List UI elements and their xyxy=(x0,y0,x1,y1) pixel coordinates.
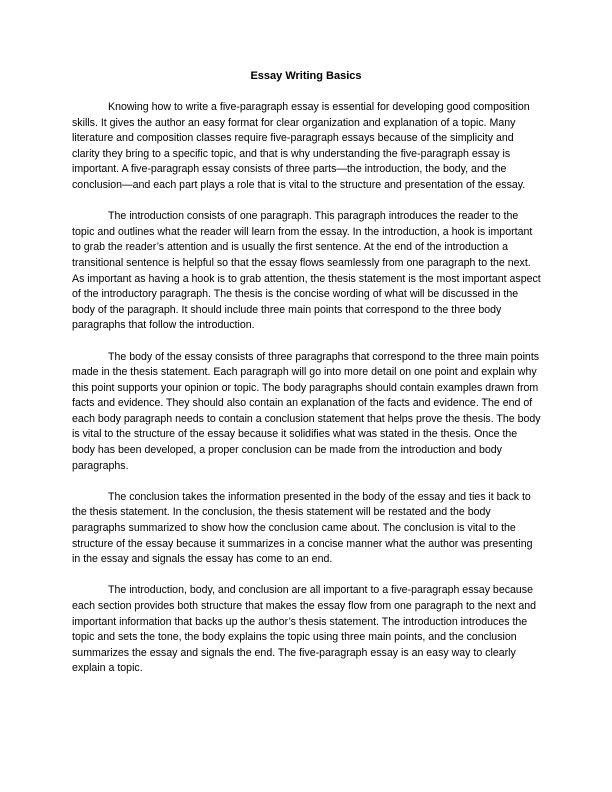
document-title: Essay Writing Basics xyxy=(250,70,362,82)
paragraph-introduction: The introduction consists of one paragraph. This paragraph introduces the reader to the topic and outlines what the reader will learn from the essay. In the introduction, a hook is important to grab the reader’s attention and is usually the first sentence. At the end of the introduction a transitional sentence is helpful so that the essay flows seamlessly from one paragraph to the next. As important as having a hook is to grab attention, the thesis statement is the most important aspect of the introductory paragraph. The thesis is the concise wording of what will be discussed in the body of the paragraph. It should include three main points that correspond to the three body paragraphs that follow the introduction. xyxy=(72,210,541,332)
paragraph-conclusion: The conclusion takes the information presented in the body of the essay and ties it back to the thesis statement. In the conclusion, the thesis statement will be restated and the body paragraphs summarized to show how the conclusion came about. The conclusion is vital to the structure of the essay because it summarizes in a concise manner what the author was presenting in the essay and signals the essay has come to an end. xyxy=(72,490,533,566)
paragraph-body: The body of the essay consists of three paragraphs that correspond to the three main points made in the thesis statement. Each paragraph will go into more detail on one point and explain why this point supports your opinion or topic. The body paragraphs should contain examples drawn from facts and evidence. They should also contain an explanation of the facts and evidence. The end of each body paragraph needs to contain a conclusion statement that helps prove the thesis. The body is vital to the structure of the essay because it solidifies what was stated in the thesis. Once the body has been developed, a proper conclusion can be made from the introduction and body paragraphs. xyxy=(72,350,541,472)
document-body xyxy=(72,100,542,693)
paragraph-summary: The introduction, body, and conclusion are all important to a five-paragraph essay because each section provides both structure that makes the essay flow from one paragraph to the next and important information that backs up the author’s thesis statement. The introduction introduces the topic and sets the tone, the body explains the topic using three main points, and the conclusion summarizes the essay and signals the end. The five-paragraph essay is an easy way to clearly explain a topic. xyxy=(72,584,537,675)
paragraph-intro-overview: Knowing how to write a five-paragraph essay is essential for developing good composition skills. It gives the author an easy format for clear organization and explanation of a topic. Many literature and composition classes require five-paragraph essays because of the simplicity and clarity they bring to a specific topic, and that is why understanding the five-paragraph essay is important. A five-paragraph essay consists of three parts—the introduction, the body, and the conclusion—and each part plays a role that is vital to the structure and presentation of the essay. xyxy=(72,101,530,191)
